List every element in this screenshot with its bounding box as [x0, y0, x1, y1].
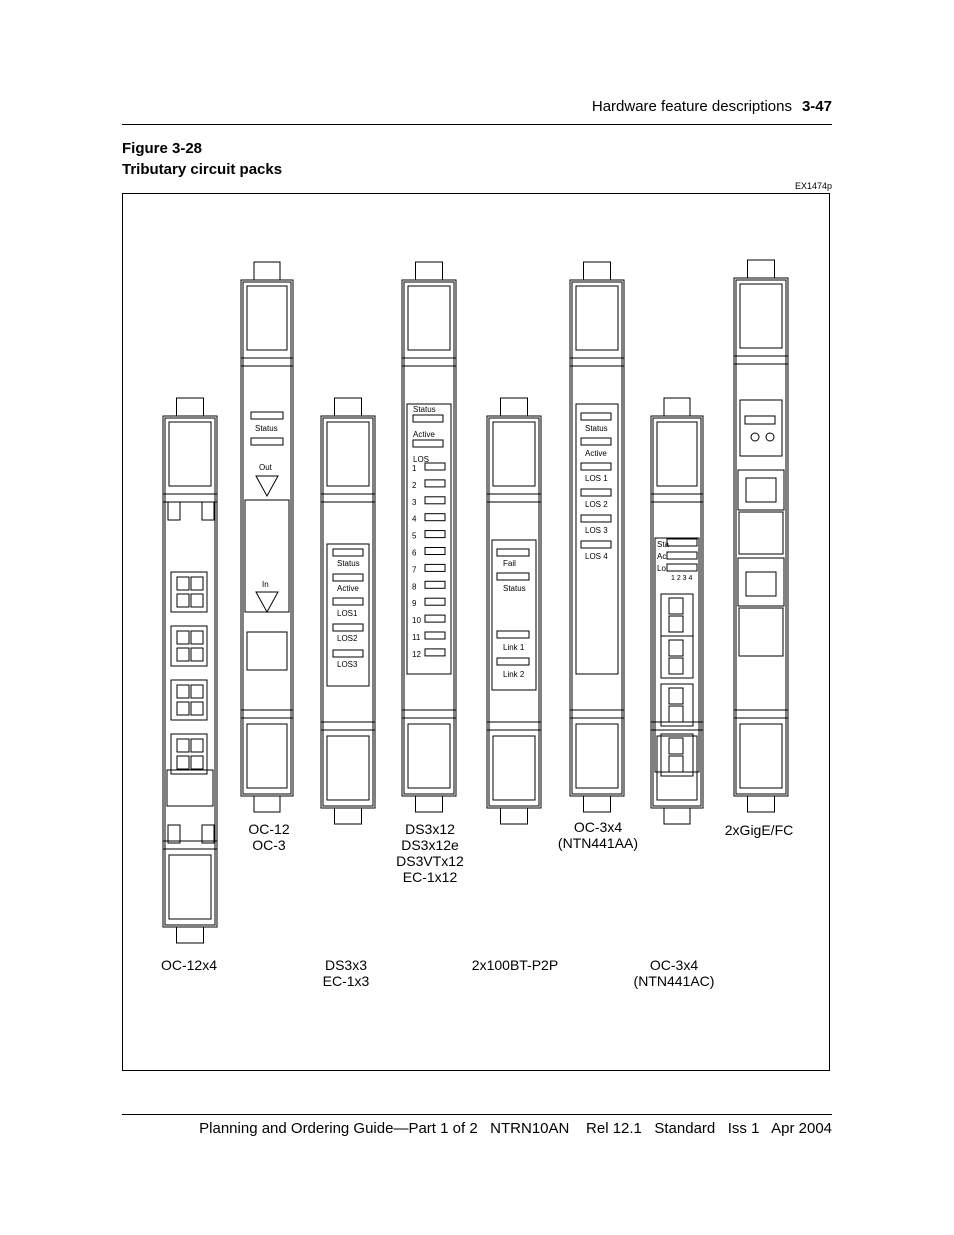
caption-line: EC-1x12 [402, 869, 458, 885]
caption-line: DS3x12e [401, 837, 459, 853]
caption-2x100bt [455, 957, 575, 973]
sfp-port [191, 702, 203, 715]
caption-line: 2xGigE/FC [724, 822, 794, 838]
los-led [425, 548, 445, 555]
caption-line: 2x100BT-P2P [471, 957, 559, 973]
page-number: 3-47 [801, 98, 832, 115]
ejector-window-bottom [169, 855, 211, 919]
caption-oc12-oc3 [219, 821, 319, 853]
panel-label: LOS 2 [585, 500, 608, 509]
panel-label: Active [337, 584, 359, 593]
ejector-window-top [740, 284, 782, 348]
connector-in-icon [256, 592, 278, 612]
sfp-cage [738, 558, 784, 606]
ejector-window-bottom [247, 724, 287, 788]
sfp-cage [738, 470, 784, 510]
card-body [163, 416, 217, 927]
panel-label: LOS2 [337, 634, 358, 643]
sfp-port [191, 739, 203, 752]
panel-label: Link 1 [503, 643, 525, 652]
latch-bottom [584, 796, 611, 812]
circuit-packs-illustration [123, 194, 829, 1070]
latch-top [177, 398, 204, 416]
latch-bottom [335, 808, 362, 824]
sfp-port [191, 631, 203, 644]
caption-line: DS3x3 [324, 957, 368, 973]
card-body [487, 416, 541, 808]
sfp-port [669, 616, 683, 632]
sfp-port-cage [661, 684, 693, 726]
sfp-port-cage [661, 594, 693, 636]
led-indicator [497, 658, 529, 665]
channel-number: 7 [412, 565, 417, 575]
ejector-window-bottom [657, 736, 697, 800]
panel-label: Active [413, 430, 435, 439]
led-indicator [333, 549, 363, 556]
connector-clip [202, 825, 214, 843]
figure-frame [122, 193, 830, 1071]
latch-bottom [748, 796, 775, 812]
sfp-port [177, 685, 189, 698]
led-indicator [581, 438, 611, 445]
caption-line: EC-1x3 [322, 973, 370, 989]
led-indicator [251, 438, 283, 445]
channel-number: 4 [412, 514, 417, 524]
los-led [425, 632, 445, 639]
channel-number: 6 [412, 548, 417, 558]
panel-label: Status [255, 424, 278, 433]
led-indicator [667, 539, 697, 546]
caption-line: OC-12 [248, 821, 290, 837]
los-led [425, 463, 445, 470]
caption-line: OC-3x4 [649, 957, 699, 973]
panel-label: Status [337, 559, 360, 568]
module-window [739, 512, 783, 554]
latch-top [748, 260, 775, 278]
sfp-port [669, 688, 683, 704]
indicator-light [766, 433, 774, 441]
caption-oc12x4 [139, 957, 239, 973]
panel-label: LOS [413, 455, 430, 464]
channel-number: 12 [412, 649, 421, 659]
channel-number: 5 [412, 531, 417, 541]
interface-panel [245, 500, 289, 612]
indicator-light [751, 433, 759, 441]
sfp-port [177, 648, 189, 661]
sfp-port [177, 594, 189, 607]
sfp-port [669, 706, 683, 722]
panel-label: LOS 3 [585, 526, 608, 535]
panel-label: LOS1 [337, 609, 358, 618]
ejector-window-top [493, 422, 535, 486]
connector-clip [202, 502, 214, 520]
caption-line: DS3VTx12 [396, 853, 464, 869]
channel-number: 10 [412, 616, 421, 626]
channel-number: 9 [412, 599, 417, 609]
los-led [425, 497, 445, 504]
led-indicator [581, 541, 611, 548]
led-indicator [581, 413, 611, 420]
panel-label: Lo [657, 564, 666, 573]
sfp-port-cage [661, 636, 693, 678]
card-body [241, 280, 293, 796]
caption-2xgige [709, 822, 809, 838]
latch-bottom [177, 927, 204, 943]
los-led [425, 581, 445, 588]
caption-oc3x4-ac [619, 957, 729, 989]
channel-number: 3 [412, 497, 417, 507]
caption-line: OC-3 [252, 837, 286, 853]
sfp-port [177, 631, 189, 644]
sfp-port [177, 739, 189, 752]
caption-line: (NTN441AA) [557, 835, 639, 851]
channel-number: 11 [412, 633, 421, 642]
interface-panel [655, 538, 699, 772]
caption-ds3x12 [380, 821, 480, 885]
ejector-window-bottom [740, 724, 782, 788]
panel-label: Link 2 [503, 670, 525, 679]
los-led [425, 480, 445, 487]
module-window [247, 632, 287, 670]
sfp-port-cage [661, 734, 693, 776]
caption-line: OC-3x4 [573, 819, 623, 835]
led-indicator [413, 440, 443, 447]
panel-label: Sta [657, 540, 670, 549]
channel-number: 1 [412, 464, 417, 473]
los-led [425, 649, 445, 656]
led-indicator [667, 564, 697, 571]
latch-top [254, 262, 280, 280]
caption-line: DS3x12 [405, 821, 455, 837]
panel-label: LOS 4 [585, 552, 608, 561]
panel-label: LOS 1 [585, 474, 608, 483]
footer-rule [122, 1114, 832, 1115]
figure-title: Tributary circuit packs [122, 161, 283, 178]
sfp-port [669, 658, 683, 674]
card-body [651, 416, 703, 808]
sfp-port [746, 572, 776, 596]
figure-code: EX1474p [794, 181, 832, 191]
card-body [570, 280, 624, 796]
latch-top [501, 398, 528, 416]
sfp-port [177, 577, 189, 590]
panel-label: In [262, 580, 269, 589]
connector-clip [168, 502, 180, 520]
led-indicator [581, 515, 611, 522]
panel-label: Fail [503, 559, 516, 568]
panel-label: Ac [657, 552, 667, 561]
sfp-port [191, 648, 203, 661]
latch-bottom [254, 796, 280, 812]
latch-top [335, 398, 362, 416]
sfp-port [669, 738, 683, 754]
sfp-port [669, 598, 683, 614]
module-window [167, 770, 213, 806]
led-indicator [667, 552, 697, 559]
ejector-window-bottom [493, 736, 535, 800]
ejector-window-top [247, 286, 287, 350]
los-led [425, 564, 445, 571]
led-indicator [333, 574, 363, 581]
ejector-window-top [327, 422, 369, 486]
card-inner-edge [572, 282, 622, 794]
led-indicator [497, 573, 529, 580]
sfp-port [191, 685, 203, 698]
led-indicator [413, 415, 443, 422]
latch-top [664, 398, 690, 416]
sfp-port [191, 594, 203, 607]
connector-clip [168, 825, 180, 843]
channel-number: 8 [412, 582, 417, 592]
los-led [425, 615, 445, 622]
los-led [425, 531, 445, 538]
latch-top [416, 262, 443, 280]
caption-ds3x3 [296, 957, 396, 989]
section-title: Hardware feature descriptions [591, 98, 792, 115]
sfp-port [177, 702, 189, 715]
panel-label: Status [503, 584, 526, 593]
port-numbers: 1 2 3 4 [671, 575, 693, 582]
led-indicator [497, 631, 529, 638]
card-inner-edge [653, 418, 701, 806]
panel-label: Status [413, 405, 436, 414]
channel-number: 2 [412, 480, 417, 490]
card-inner-edge [243, 282, 291, 794]
los-led [425, 514, 445, 521]
los-led [425, 598, 445, 605]
led-indicator [333, 624, 363, 631]
latch-top [584, 262, 611, 280]
card-inner-edge [736, 280, 786, 794]
figure-number: Figure 3-28 [122, 140, 203, 157]
running-header [592, 98, 832, 115]
panel-label: Active [585, 449, 607, 458]
led-indicator [745, 416, 775, 424]
latch-bottom [501, 808, 528, 824]
caption-line: OC-12x4 [160, 957, 218, 973]
module-window [739, 608, 783, 656]
ejector-window-bottom [408, 724, 450, 788]
caption-oc3x4-aa [543, 819, 653, 851]
led-indicator [333, 598, 363, 605]
led-indicator [251, 412, 283, 419]
led-indicator [497, 549, 529, 556]
ejector-window-top [169, 422, 211, 486]
header-rule [122, 124, 832, 125]
ejector-window-top [657, 422, 697, 486]
ejector-window-bottom [576, 724, 618, 788]
latch-bottom [664, 808, 690, 824]
led-indicator [333, 650, 363, 657]
latch-bottom [416, 796, 443, 812]
led-indicator [581, 463, 611, 470]
panel-label: Out [259, 463, 272, 472]
card-inner-edge [489, 418, 539, 806]
sfp-port [746, 478, 776, 502]
sfp-port [669, 640, 683, 656]
led-indicator [581, 489, 611, 496]
caption-line: (NTN441AC) [633, 973, 715, 989]
indicator-panel [740, 400, 782, 456]
sfp-port [191, 577, 203, 590]
page-footer: Planning and Ordering Guide—Part 1 of 2 NTRN10AN Rel 12.1 Standard Iss 1 Apr 2004 [199, 1120, 832, 1137]
ejector-window-top [408, 286, 450, 350]
panel-label: Status [585, 424, 608, 433]
ejector-window-bottom [327, 736, 369, 800]
sfp-port [191, 756, 203, 769]
sfp-port [177, 756, 189, 769]
sfp-port [669, 756, 683, 772]
ejector-window-top [576, 286, 618, 350]
panel-label: LOS3 [337, 660, 358, 669]
connector-out-icon [256, 476, 278, 496]
